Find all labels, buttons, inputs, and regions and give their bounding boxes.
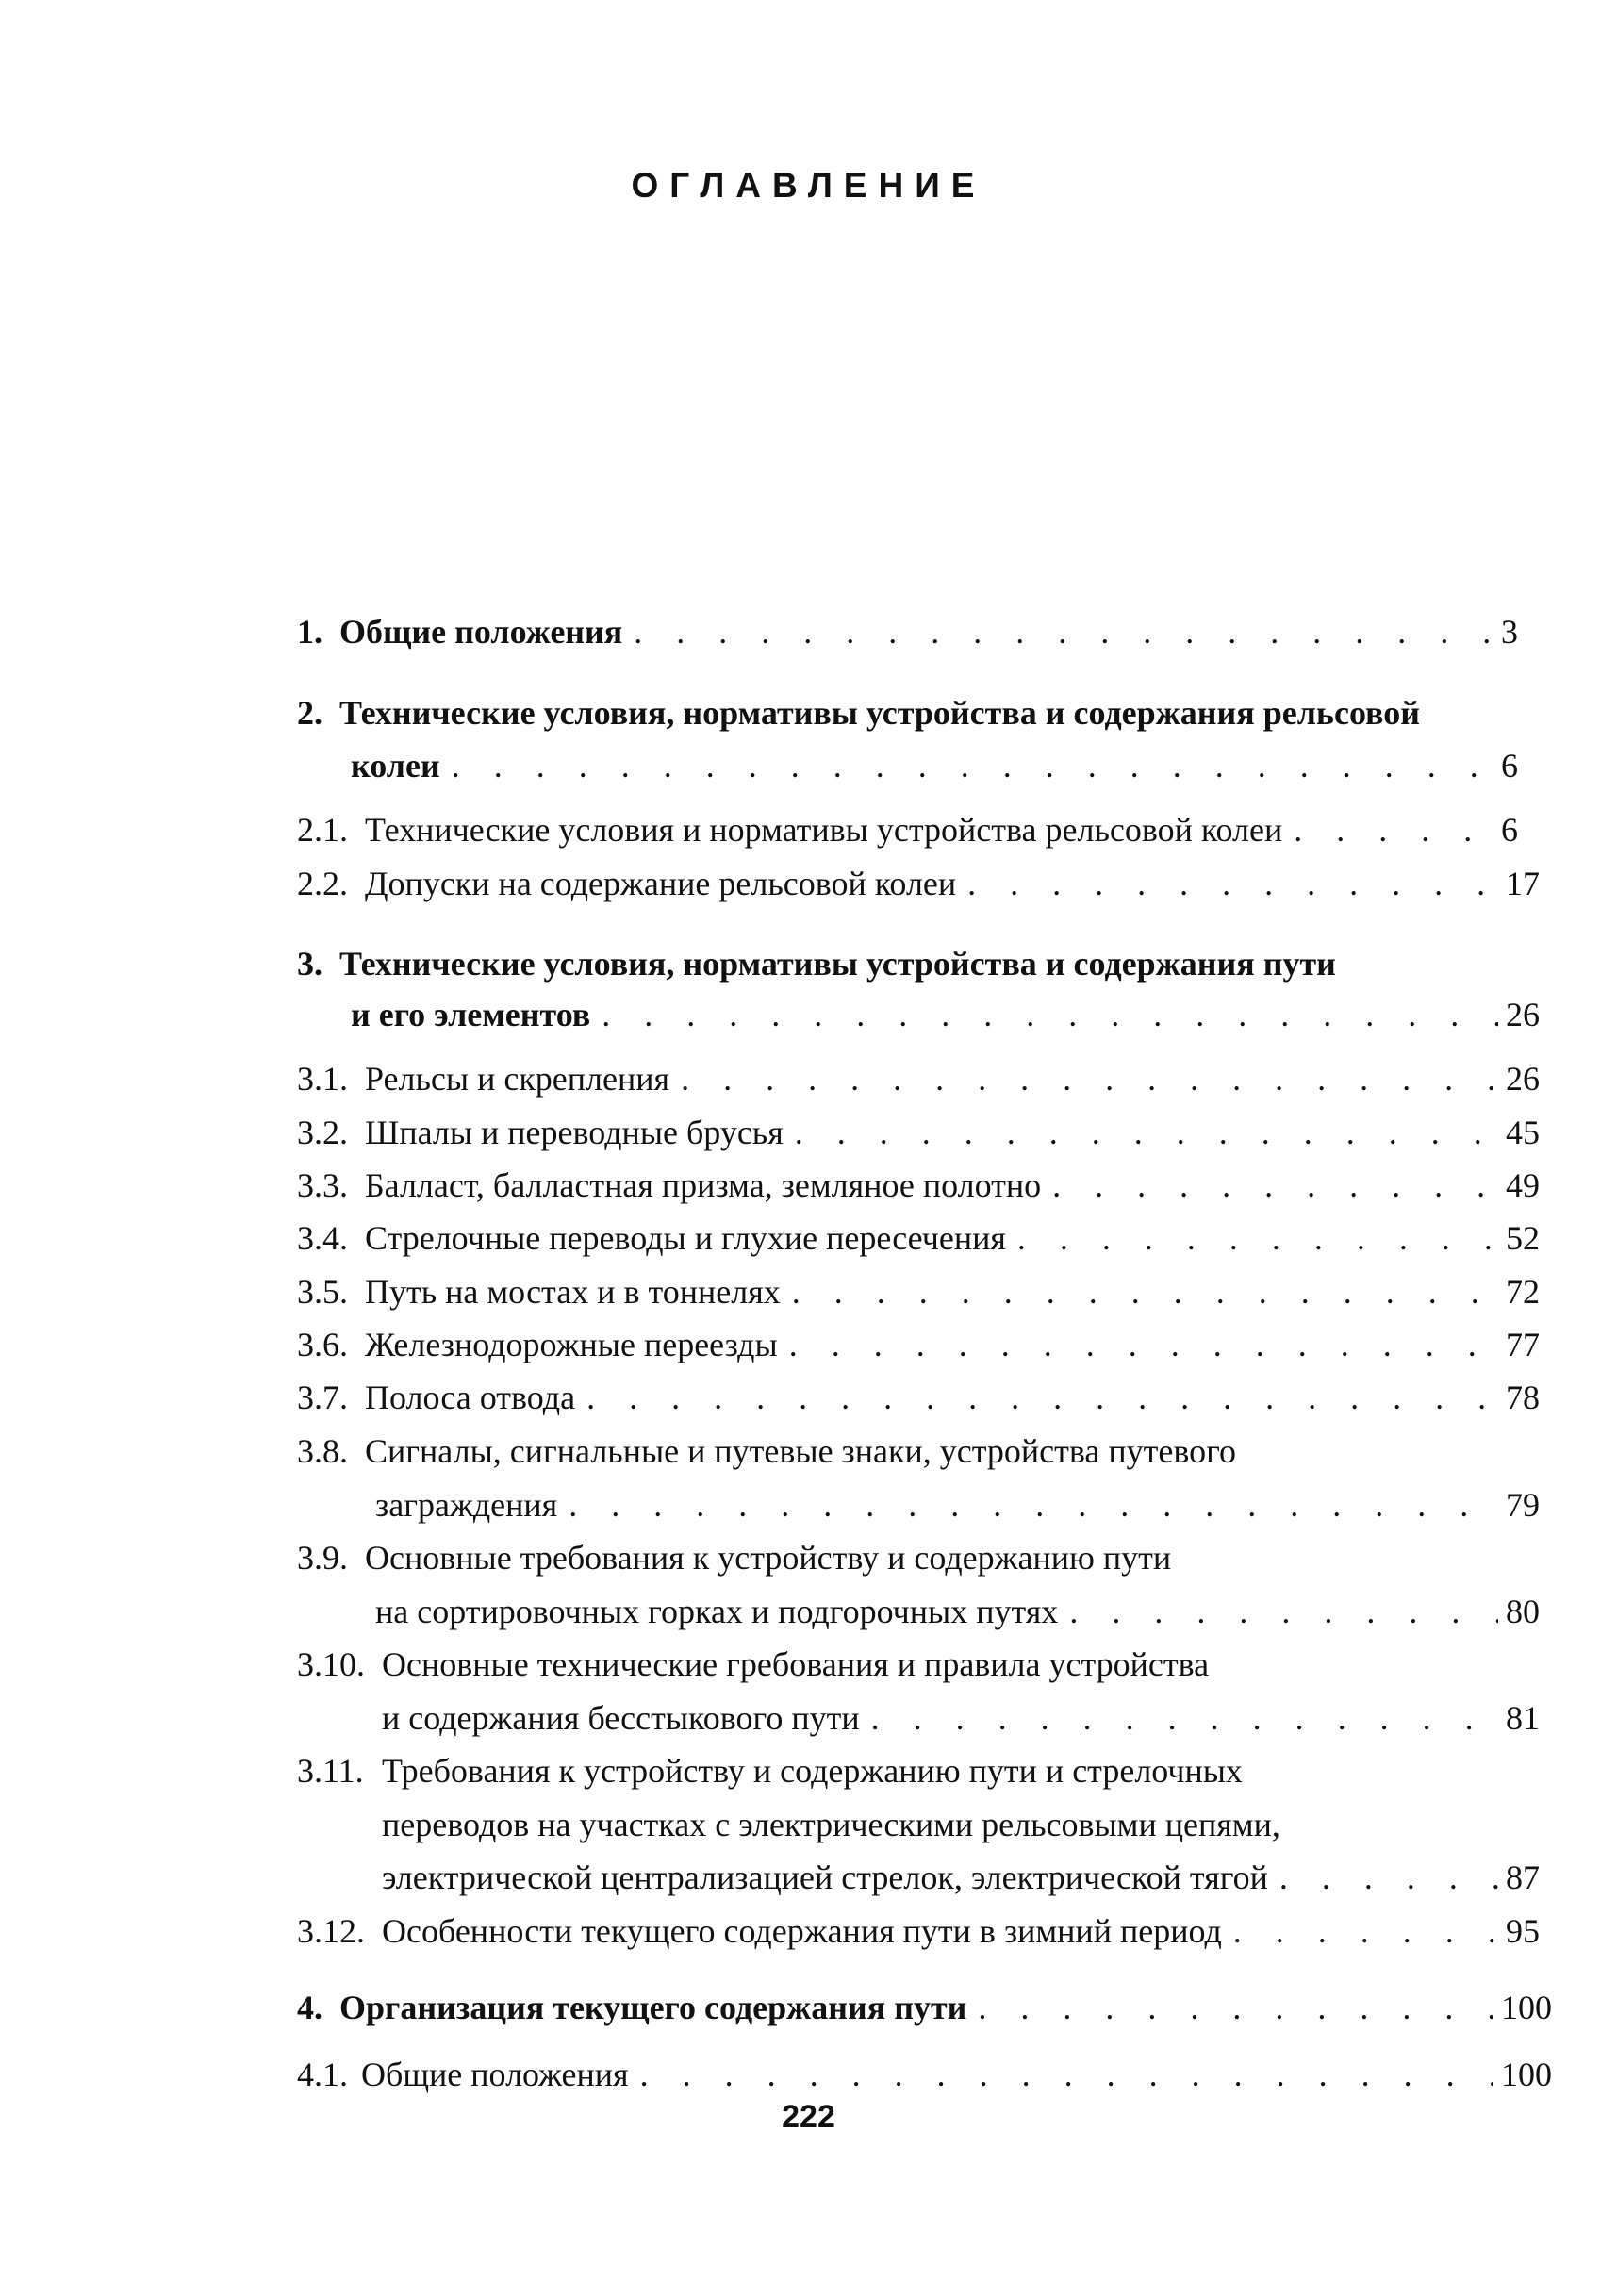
toc-entry-3-3 (297, 1168, 1540, 1202)
toc-entry-number: 2.2. (297, 865, 348, 902)
toc-entry-title-continued: переводов на участках с электрическими рельсовыми цепями, (382, 1806, 1280, 1843)
toc-entry-3-line-1 (297, 947, 1518, 981)
toc-entry-3-11-line-2 (382, 1808, 1540, 1842)
toc-entry-title: Организация текущего содержания пути (339, 1989, 967, 2026)
toc-entry-page: 17 (1506, 865, 1540, 902)
toc-entry-3-11-line-3 (382, 1860, 1540, 1894)
dot-leader (1052, 1168, 1498, 1202)
toc-entry-number: 4. (297, 1989, 322, 2026)
toc-entry-title: Сигналы, сигнальные и путевые знаки, устройства путевого (365, 1432, 1236, 1470)
toc-entry-3-10-line-1 (297, 1647, 1540, 1681)
dot-leader (1233, 1914, 1498, 1948)
toc-entry-number: 4.1. (297, 2056, 348, 2093)
toc-entry-title: Допуски на содержание рельсовой колеи (365, 865, 957, 902)
toc-entry-title: Железнодорожные переезды (365, 1326, 778, 1363)
dot-leader (967, 867, 1498, 900)
toc-entry-1 (297, 615, 1518, 649)
toc-entry-title-continued: и содержания бесстыкового пути (382, 1699, 860, 1737)
toc-entry-title: Полоса отвода (365, 1379, 576, 1416)
toc-entry-3-12 (297, 1914, 1540, 1948)
toc-entry-3-6 (297, 1328, 1540, 1362)
toc-entry-title: Стрелочные переводы и глухие пересечения (365, 1219, 1006, 1257)
toc-entry-title: Общие положения (339, 613, 623, 651)
dot-leader (795, 1115, 1498, 1149)
toc-entry-title-continued: электрической централизацией стрелок, электрической тягой (382, 1858, 1268, 1896)
toc-entry-title: Общие положения (361, 2056, 629, 2093)
toc-entry-title-continued: заграждения (375, 1486, 558, 1524)
toc-entry-page: 26 (1506, 996, 1540, 1033)
toc-entry-3-9-line-1 (297, 1541, 1540, 1575)
toc-entry-page: 26 (1506, 1060, 1540, 1098)
toc-entry-page: 72 (1506, 1273, 1540, 1311)
toc-entry-number: 3.11. (297, 1752, 364, 1790)
toc-entry-title: Рельсы и скрепления (365, 1060, 670, 1098)
toc-entry-3-1 (297, 1062, 1540, 1096)
toc-entry-3-2 (297, 1115, 1540, 1149)
toc-entry-title: Требования к устройству и содержанию пути и стрелочных (382, 1752, 1243, 1790)
toc-entry-number: 3. (297, 945, 322, 983)
toc-entry-page: 100 (1501, 1989, 1552, 2026)
toc-entry-3-4 (297, 1221, 1540, 1255)
toc-entry-3-8-line-2 (375, 1488, 1540, 1522)
toc-entry-title: Путь на мостах и в тоннелях (365, 1273, 781, 1311)
toc-entry-title: Особенности текущего содержания пути в зимний период (382, 1912, 1222, 1950)
dot-leader (1017, 1221, 1498, 1255)
toc-entry-title: Основные требования к устройству и содержанию пути (365, 1539, 1172, 1577)
dot-leader (1279, 1860, 1498, 1894)
toc-entry-title: Технические условия, нормативы устройства и содержания пути (339, 945, 1336, 983)
toc-entry-page: 80 (1506, 1593, 1540, 1630)
toc-entry-number: 3.4. (297, 1219, 348, 1257)
toc-entry-2-1 (297, 813, 1518, 847)
toc-entry-number: 3.7. (297, 1379, 348, 1416)
toc-entry-2-line-1 (297, 696, 1518, 730)
toc-entry-title: Шпалы и переводные брусья (365, 1114, 784, 1151)
toc-entry-3-7 (297, 1380, 1540, 1414)
toc-entry-title-continued: и его элементов (351, 996, 591, 1033)
toc-entry-page: 49 (1506, 1166, 1540, 1204)
toc-entry-3-11-line-1 (297, 1754, 1540, 1788)
toc-entry-2-2 (297, 867, 1540, 900)
toc-entry-title-continued: на сортировочных горках и подгорочных путях (375, 1593, 1059, 1630)
toc-entry-4 (297, 1990, 1552, 2024)
toc-entry-title: Балласт, балластная призма, земляное полотно (365, 1166, 1042, 1204)
dot-leader (1294, 813, 1493, 847)
toc-entry-page: 95 (1506, 1912, 1540, 1950)
toc-entry-page: 79 (1506, 1486, 1540, 1524)
dot-leader (871, 1701, 1498, 1735)
toc-entry-3-9-line-2 (375, 1594, 1540, 1628)
toc-entry-page: 3 (1501, 613, 1518, 651)
toc-entry-3-10-line-2 (382, 1701, 1540, 1735)
dot-leader (789, 1328, 1498, 1362)
toc-entry-page: 45 (1506, 1114, 1540, 1151)
toc-entry-title: Основные технические гребования и правила устройства (382, 1645, 1210, 1683)
dot-leader (634, 615, 1493, 649)
toc-entry-number: 2.1. (297, 811, 348, 849)
dot-leader (681, 1062, 1498, 1096)
toc-entry-number: 3.9. (297, 1539, 348, 1577)
toc-entry-4-1 (297, 2057, 1552, 2091)
toc-entry-title: Технические условия и нормативы устройства рельсовой колеи (365, 811, 1283, 849)
toc-entry-number: 3.8. (297, 1432, 348, 1470)
toc-entry-page: 81 (1506, 1699, 1540, 1737)
dot-leader (792, 1275, 1498, 1309)
page-number: 222 (782, 2099, 835, 2135)
toc-entry-3-8-line-1 (297, 1434, 1540, 1468)
toc-entry-3-line-2 (351, 998, 1540, 1032)
toc-entry-number: 3.6. (297, 1326, 348, 1363)
toc-entry-page: 78 (1506, 1379, 1540, 1416)
toc-entry-page: 6 (1501, 747, 1518, 785)
toc-entry-3-5 (297, 1275, 1540, 1309)
toc-entry-number: 2. (297, 694, 322, 732)
page-title: ОГЛАВЛЕНИЕ (631, 166, 986, 205)
toc-entry-number: 3.5. (297, 1273, 348, 1311)
dot-leader (569, 1488, 1498, 1522)
dot-leader (586, 1380, 1498, 1414)
toc-entry-number: 3.2. (297, 1114, 348, 1151)
toc-entry-title: Технические условия, нормативы устройства и содержания рельсовой (339, 694, 1420, 732)
toc-entry-number: 1. (297, 613, 322, 651)
dot-leader (1069, 1594, 1498, 1628)
toc-entry-number: 3.1. (297, 1060, 348, 1098)
toc-entry-page: 6 (1501, 811, 1518, 849)
dot-leader (602, 998, 1498, 1032)
toc-entry-2-line-2 (351, 749, 1518, 783)
toc-entry-page: 52 (1506, 1219, 1540, 1257)
toc-entry-page: 100 (1501, 2056, 1552, 2093)
toc-entry-page: 77 (1506, 1326, 1540, 1363)
dot-leader (978, 1990, 1493, 2024)
toc-entry-page: 87 (1506, 1858, 1540, 1896)
toc-entry-number: 3.10. (297, 1645, 365, 1683)
dot-leader (452, 749, 1493, 783)
toc-entry-title-continued: колеи (351, 747, 440, 785)
dot-leader (640, 2057, 1493, 2091)
toc-entry-number: 3.3. (297, 1166, 348, 1204)
toc-entry-number: 3.12. (297, 1912, 365, 1950)
